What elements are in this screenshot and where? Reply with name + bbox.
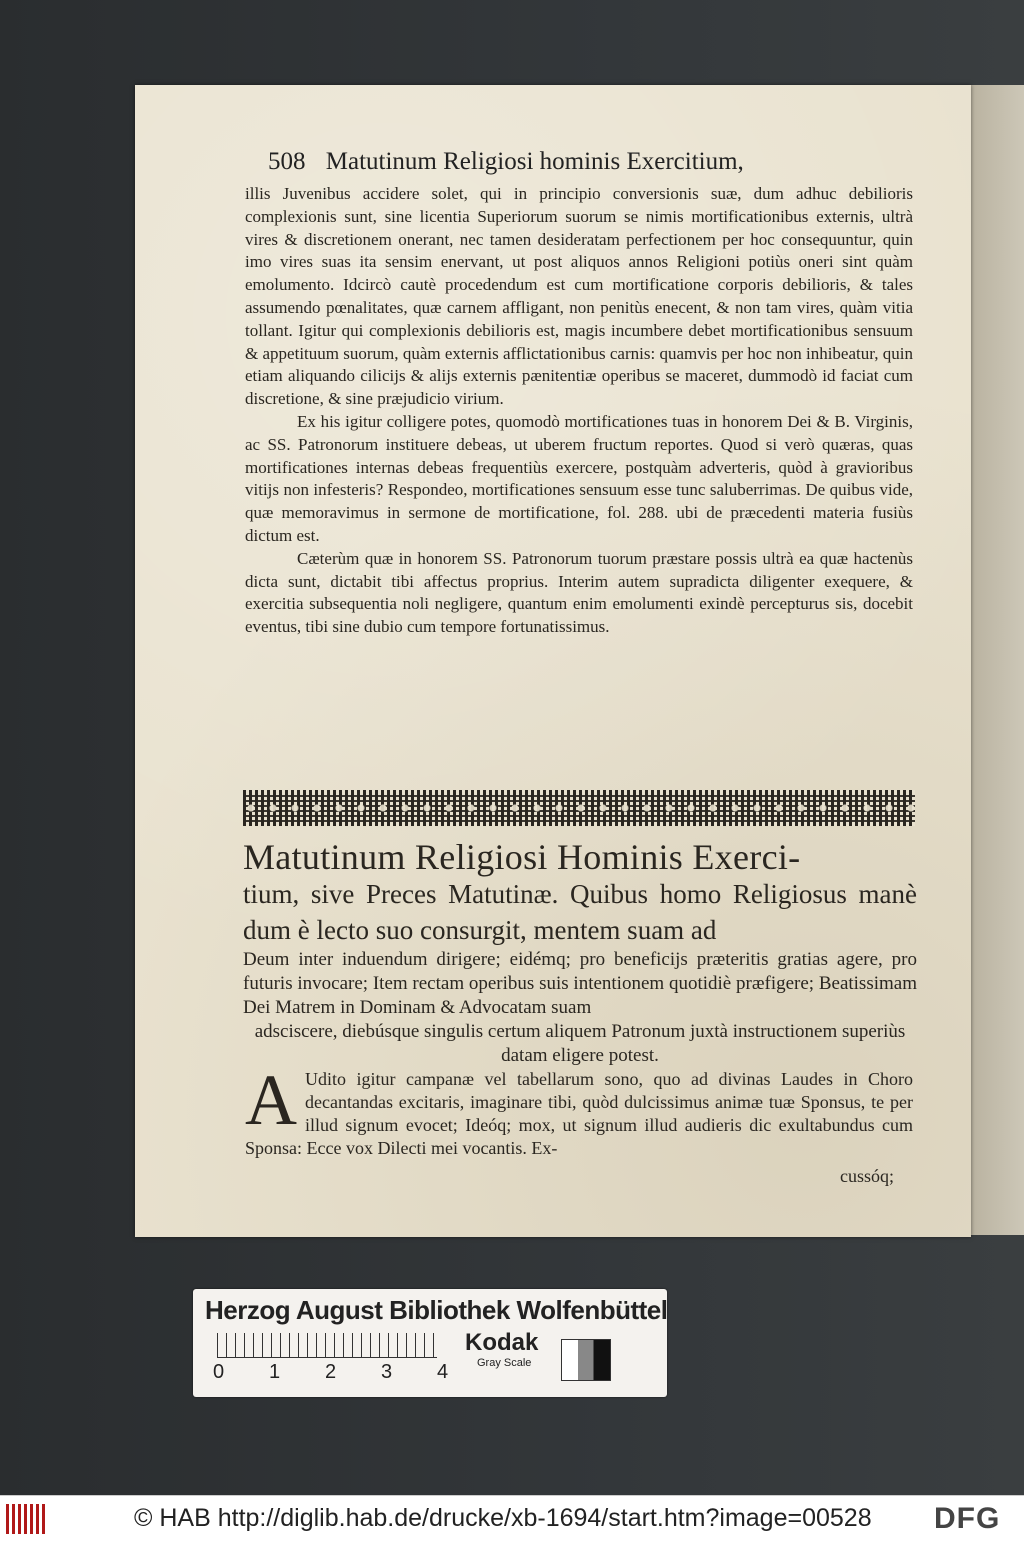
page-number: 508: [268, 148, 306, 175]
ruler-number: 4: [437, 1361, 449, 1383]
section-text: Udito igitur campanæ vel tabellarum sono, quo ad divinas Laudes in Choro decantandas excitaris, imaginare tibi, quòd dulcissimus animæ tuæ Sponsus, te per illud signum evocet; Ideóq; mox, ut signum illud audieris dic exultabundus cum Sponsa: Ecce vox Dilecti mei vocantis. Ex-: [245, 1069, 913, 1158]
next-page-edge: [968, 85, 1024, 1235]
drop-cap: A: [245, 1060, 297, 1140]
ruler-number: 3: [381, 1361, 393, 1383]
heading-line-small: Deum inter induendum dirigere; eidémq; pro beneficijs præteritis gratias agere, pro futuris invocare; Item rectam operibus suis intentionem quotidiè præfigere; Beatissimam Dei Matrem in Dominam & Advocatam suam: [243, 949, 917, 1018]
gray-scale-label: Gray Scale: [477, 1357, 532, 1369]
ornamental-border: [243, 790, 915, 826]
hab-logo-icon: [6, 1504, 46, 1534]
ruler-number: 1: [269, 1361, 281, 1383]
gray-swatch: [561, 1339, 611, 1381]
color-calibration-card: [193, 1289, 667, 1397]
section-paragraph: [245, 1060, 913, 1160]
paragraph-3: Cæterùm quæ in honorem SS. Patronorum tuorum præstare possis ultrà ea quæ hactenùs dicta sunt, dictabit tibi affectus proprius. Interim autem supradicta diligenter exequere, & exercitia subsequentia noli negligere, quantum enim emolumenti exindè percepturus sis, docebit eventus, tibi sine dubio cum tempore fortunatissimus.: [245, 548, 913, 637]
footer-bar: [0, 1495, 1024, 1542]
ruler-number: 2: [325, 1361, 337, 1383]
heading-line-medium: tium, sive Preces Matutinæ. Quibus homo Religiosus manè dum è lecto suo consurgit, mentem suam ad: [243, 879, 917, 945]
paragraph-1: illis Juvenibus accidere solet, qui in principio conversionis suæ, dum adhuc debilioris complexionis sunt, sine licentia Superiorum suorum se nimis mortificationibus externis, ultrà vires & discretionem onerant, nec tamen desideratam perfectionem per hoc consequuntur, quin imo vires suas ita sensim enervant, ut post aliquos annos Religioni potiùs oneri sint quàm emolumento. Idcircò cautè procedendum est cum mortificatione corporis debilioris, & tales assumendo pœnalitates, quæ carnem affligant, non penitùs enecent, & non tam vires, quàm vitia tollant. Igitur qui complexionis debilioris est, magis incumbere debet mortificationibus sensuum & appetituum suorum, quàm externis afflictationibus carnis: quamvis per hoc non inhibeatur, quin etiam aliquando cilicijs & alijs externis pænitentiæ operibus se maceret, dummodò id faciat cum discretione, & sine præjudicio virium.: [245, 184, 913, 409]
scale-ruler: [217, 1333, 437, 1358]
section-heading: [243, 838, 917, 1068]
ruler-number: 0: [213, 1361, 225, 1383]
heading-line-large: Matutinum Religiosi Hominis Exerci-: [243, 837, 801, 877]
heading-line-centered: adsciscere, diebúsque singulis certum aliquem Patronum juxtà instructionem superiùs datam eligere potest.: [254, 1021, 906, 1066]
library-name: Herzog August Bibliothek Wolfenbüttel: [205, 1295, 668, 1325]
source-url[interactable]: © HAB http://diglib.hab.de/drucke/xb-1694/start.htm?image=00528: [134, 1504, 872, 1532]
body-text: [245, 183, 913, 639]
running-title: Matutinum Religiosi hominis Exercitium,: [325, 148, 744, 175]
paragraph-2: Ex his igitur colligere potes, quomodò mortificationes tuas in honorem Dei & B. Virginis, ac SS. Patronorum instituere debeas, ut uberem fructum reportes. Quod si verò quæras, quas mortificationes internas debeas frequentiùs exercere, postquàm adverteris, quòd à gravioribus vitijs non infesteris? Respondeo, mortificationes sensuum esse tunc saluberrimas. De quibus vide, quæ memoravimus in sermone de mortificatione, fol. 288. ubi de præcedenti materia fusiùs dictum est.: [245, 411, 913, 545]
kodak-logo: Kodak: [465, 1329, 539, 1356]
dfg-logo: DFG: [934, 1502, 1001, 1535]
catchword: cussóq;: [840, 1166, 894, 1186]
ornament-pattern: [243, 794, 915, 822]
running-head: [268, 148, 868, 176]
